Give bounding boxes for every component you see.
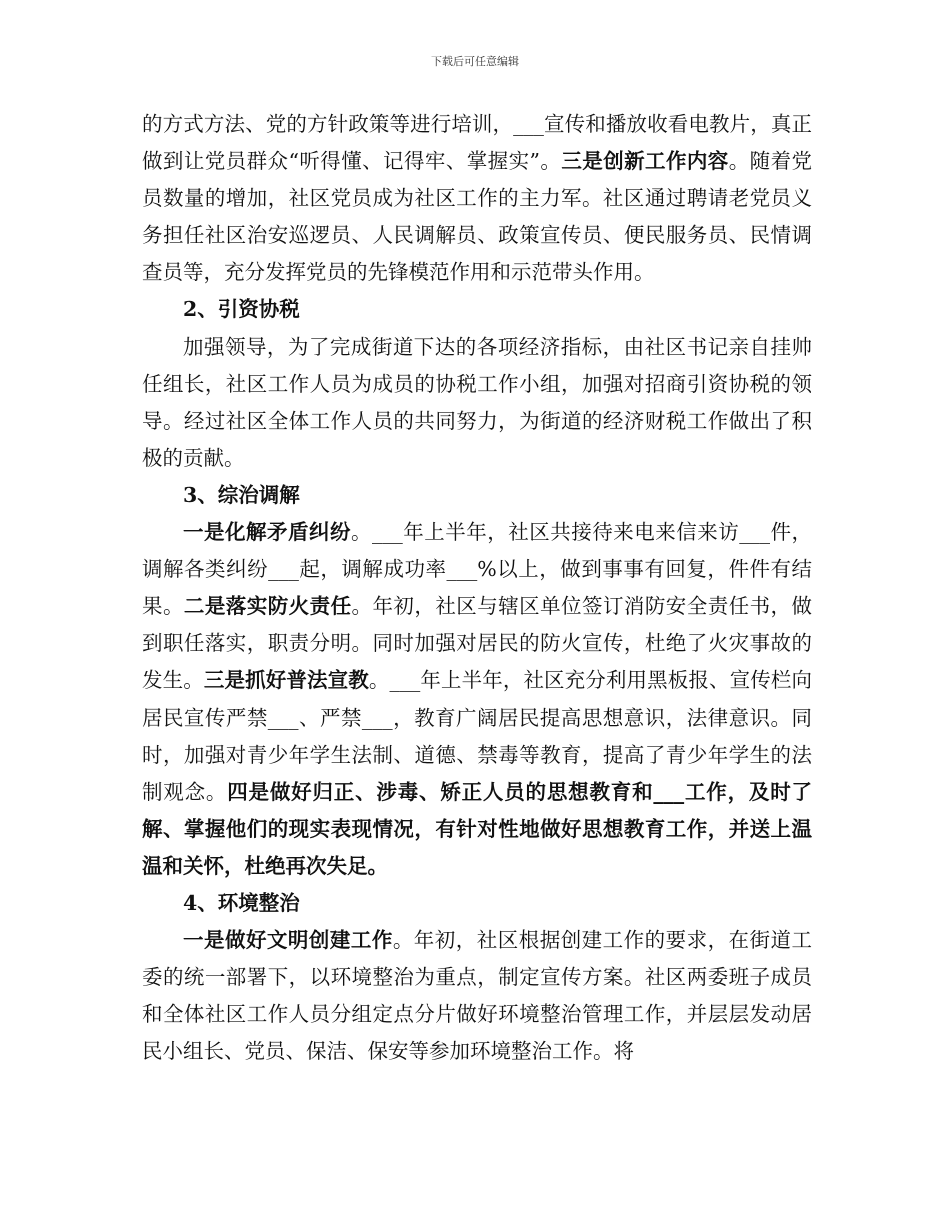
bold-run: 二是落实防火责任 bbox=[183, 594, 352, 619]
section-heading-environment: 4、环境整治 bbox=[183, 890, 300, 915]
text-run: 。___年上半年，社区充分利用黑板报、宣传栏向居民宣传严禁___、严禁___，教育广阔居民提高思想意识，法律意识。同时，加强对青少年学生法制、道德、禁毒等教育，提高了青少年学生的法制观念。 bbox=[142, 668, 813, 804]
text-run: 的方式方法、党的方针政策等进行培训，___宣传和播放收看电教片，真正做到让党员群众“听得懂、记得牢、掌握实”。 bbox=[142, 112, 812, 174]
document-body bbox=[142, 106, 812, 1070]
paragraph-environment bbox=[142, 922, 812, 1070]
section-heading-investment: 2、引资协税 bbox=[183, 297, 300, 322]
paragraph-party-training bbox=[142, 106, 812, 291]
bold-run: 四是做好归正、涉毒、矫正人员的思想教育和___工作，及时了解、掌握他们的现实表现情况，有针对性地做好思想教育工作，并送上温温和关怀，杜绝再次失足。 bbox=[142, 779, 812, 878]
page-header: 下载后可任意编辑 bbox=[431, 55, 519, 68]
paragraph-mediation bbox=[142, 514, 812, 885]
bold-run: 三是抓好普法宣教 bbox=[203, 668, 369, 693]
text-run: 。___年上半年，社区共接待来电来信来访___件，调解各类纠纷___起，调解成功率___%以上，做到事事有回复，件件有结果。 bbox=[142, 520, 812, 619]
text-run: 。随着党员数量的增加，社区党员成为社区工作的主力军。社区通过聘请老党员义务担任社区治安巡逻员、人民调解员、政策宣传员、便民服务员、民情调查员等，充分发挥党员的先锋模范作用和示范带头作用。 bbox=[142, 149, 813, 285]
bold-run: 三是创新工作内容 bbox=[561, 149, 729, 174]
text-run: 。年初，社区与辖区单位签订消防安全责任书，做到职任落实，职责分明。同时加强对居民的防火宣传，杜绝了火灾事故的发生。 bbox=[142, 594, 813, 693]
bold-run: 一是化解矛盾纠纷 bbox=[183, 520, 351, 545]
section-heading-mediation: 3、综治调解 bbox=[183, 482, 300, 507]
bold-run: 一是做好文明创建工作 bbox=[183, 928, 393, 953]
text-run: 。年初，社区根据创建工作的要求，在街道工委的统一部署下，以环境整治为重点，制定宣传方案。社区两委班子成员和全体社区工作人员分组定点分片做好环境整治管理工作，并层层发动居民小组长、党员、保洁、保安等参加环境整治工作。将 bbox=[142, 928, 812, 1064]
paragraph-investment: 加强领导，为了完成街道下达的各项经济指标，由社区书记亲自挂帅任组长，社区工作人员为成员的协税工作小组，加强对招商引资协税的领导。经过社区全体工作人员的共同努力，为街道的经济财税工作做出了积极的贡献。 bbox=[142, 334, 812, 470]
